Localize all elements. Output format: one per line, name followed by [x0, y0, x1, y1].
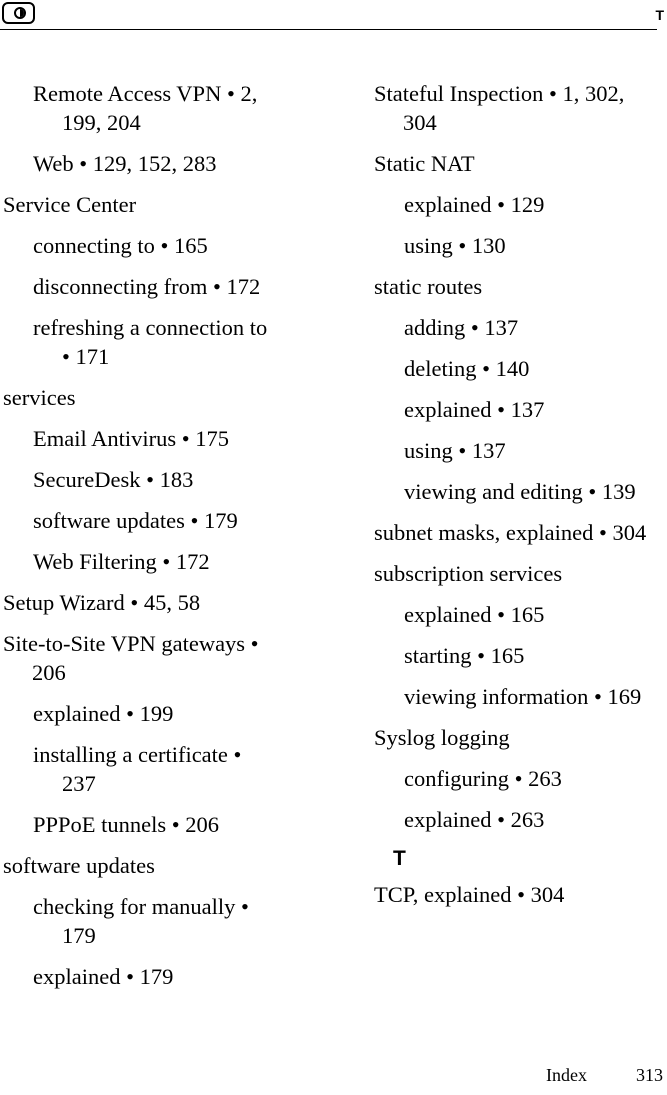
index-entry: subnet masks, explained • 304: [374, 520, 647, 545]
index-entry: Service Center: [3, 192, 137, 217]
index-subentry: adding • 137: [404, 315, 519, 340]
header-tab-icon: [2, 2, 35, 24]
index-subentry: deleting • 140: [404, 356, 530, 381]
index-subentry: explained • 137: [404, 397, 545, 422]
half-circle-icon: [14, 7, 26, 19]
index-column-right: [374, 79, 659, 921]
index-entry: services: [3, 385, 76, 410]
index-subentry: checking for manually • 179: [33, 894, 249, 948]
index-letter-heading: T: [393, 847, 406, 870]
index-entry: Static NAT: [374, 151, 475, 176]
page-number: 313: [636, 1065, 663, 1085]
index-entry: static routes: [374, 274, 483, 299]
header-divider: [0, 29, 657, 30]
index-subentry: explained • 179: [33, 964, 174, 989]
index-subentry: viewing and editing • 139: [404, 479, 636, 504]
index-subentry: explained • 129: [404, 192, 545, 217]
index-subentry: using • 137: [404, 438, 506, 463]
index-subentry: refreshing a connection to • 171: [33, 315, 268, 369]
index-subentry: disconnecting from • 172: [33, 274, 261, 299]
index-subentry: software updates • 179: [33, 508, 238, 533]
index-entry: Syslog logging: [374, 725, 510, 750]
index-entry: software updates: [3, 853, 155, 878]
index-subentry: Web • 129, 152, 283: [33, 151, 217, 176]
index-entry: Setup Wizard • 45, 58: [3, 590, 201, 615]
index-subentry: configuring • 263: [404, 766, 562, 791]
index-subentry: starting • 165: [404, 643, 525, 668]
footer-section-label: Index: [546, 1065, 587, 1085]
index-entry: Stateful Inspection • 1, 302, 304: [374, 81, 625, 135]
index-subentry: explained • 165: [404, 602, 545, 627]
index-subentry: Remote Access VPN • 2, 199, 204: [33, 81, 258, 135]
index-column-left: [3, 79, 278, 1003]
index-subentry: using • 130: [404, 233, 506, 258]
index-subentry: Web Filtering • 172: [33, 549, 210, 574]
index-subentry: connecting to • 165: [33, 233, 208, 258]
index-subentry: Email Antivirus • 175: [33, 426, 229, 451]
index-entry: subscription services: [374, 561, 563, 586]
index-subentry: installing a certificate • 237: [33, 742, 242, 796]
index-entry: TCP, explained • 304: [374, 882, 565, 907]
index-subentry: SecureDesk • 183: [33, 467, 194, 492]
index-subentry: viewing information • 169: [404, 684, 642, 709]
index-subentry: PPPoE tunnels • 206: [33, 812, 220, 837]
index-subentry: explained • 263: [404, 807, 545, 832]
index-subentry: explained • 199: [33, 701, 174, 726]
section-letter: T: [655, 7, 664, 23]
index-entry: Site-to-Site VPN gateways • 206: [3, 631, 259, 685]
